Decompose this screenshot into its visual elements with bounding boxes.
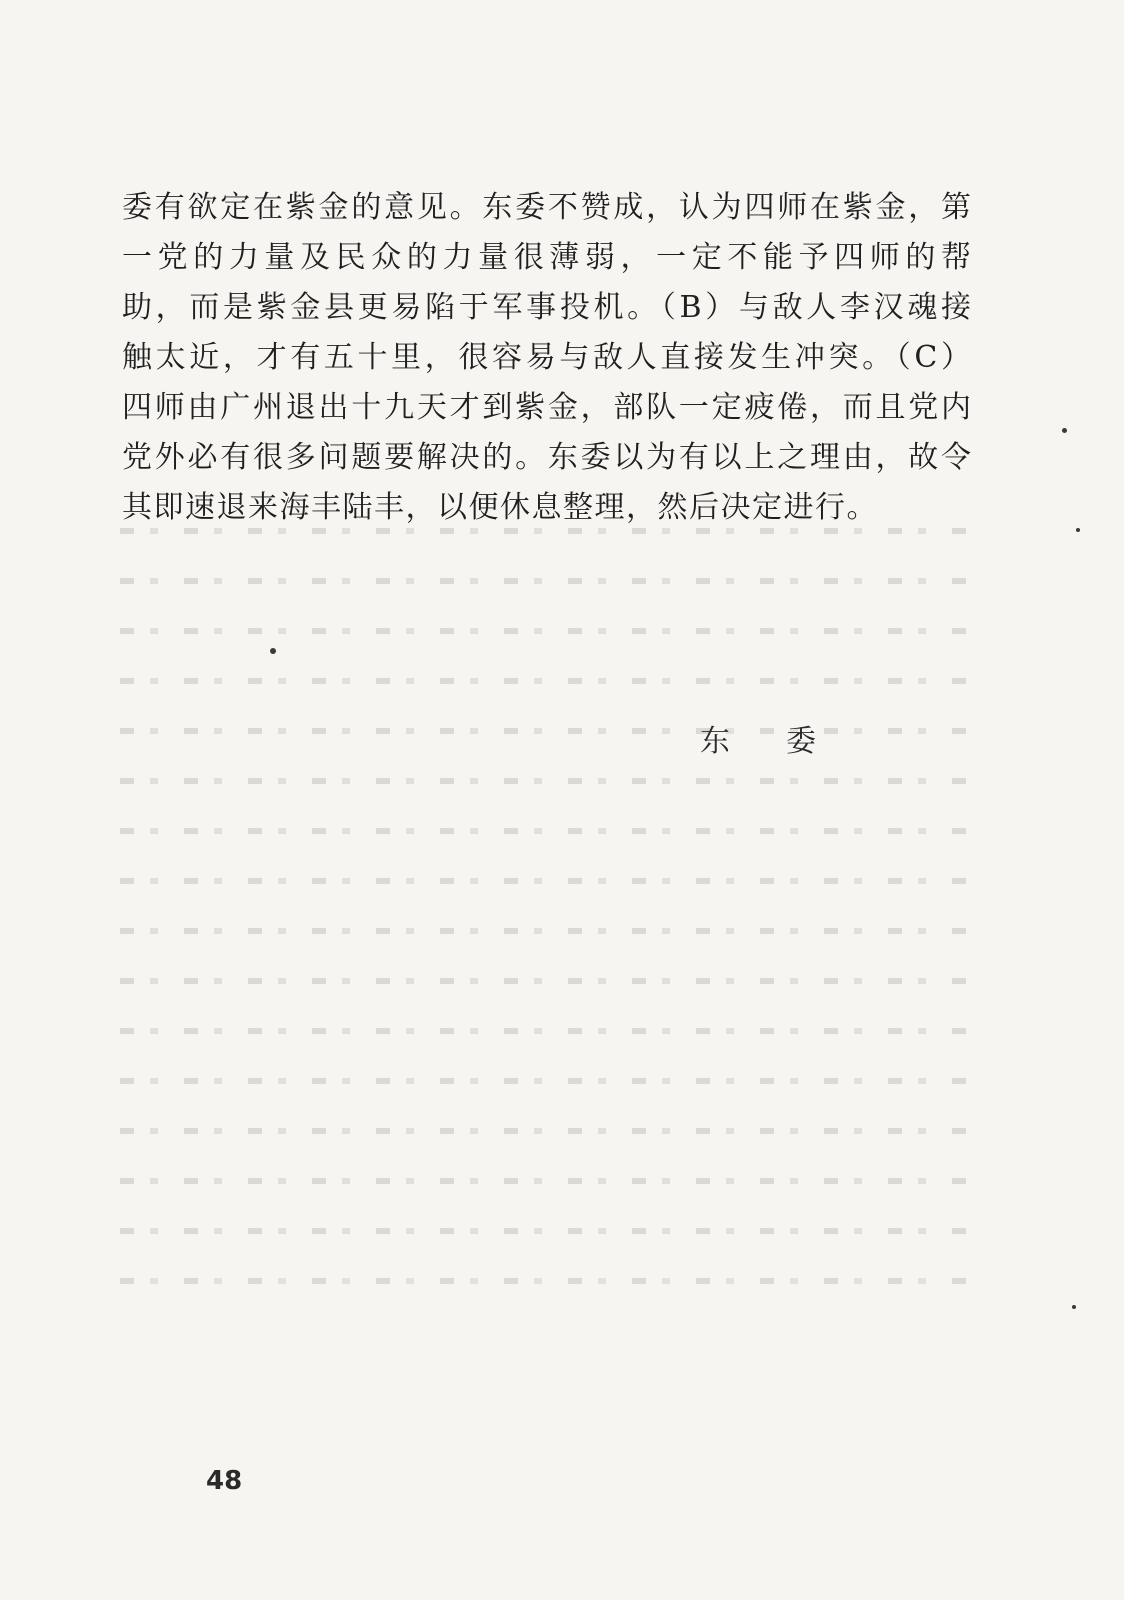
signature: 东委 — [700, 724, 872, 759]
text-line: 其即速退来海丰陆丰，以便休息整理，然后决定进行。 — [122, 490, 878, 525]
text-line: 党外必有很多问题要解决的。东委以为有以上之理由，故令 — [122, 440, 972, 475]
body-paragraph — [122, 188, 972, 538]
page-number: 48 — [206, 1466, 243, 1496]
ink-speck — [1076, 528, 1080, 532]
text-line: 一党的力量及民众的力量很薄弱，一定不能予四师的帮 — [122, 240, 972, 275]
text-line: 助，而是紫金县更易陷于军事投机。（B）与敌人李汉魂接 — [122, 290, 972, 325]
ink-speck — [1072, 1305, 1076, 1309]
ink-speck — [270, 648, 276, 654]
text-line: 触太近，才有五十里，很容易与敌人直接发生冲突。（C） — [122, 340, 972, 375]
show-through-text — [120, 528, 980, 1388]
ink-speck — [1062, 428, 1067, 433]
text-line: 委有欲定在紫金的意见。东委不赞成，认为四师在紫金，第 — [122, 190, 972, 225]
text-line: 四师由广州退出十九天才到紫金，部队一定疲倦，而且党内 — [122, 390, 972, 425]
